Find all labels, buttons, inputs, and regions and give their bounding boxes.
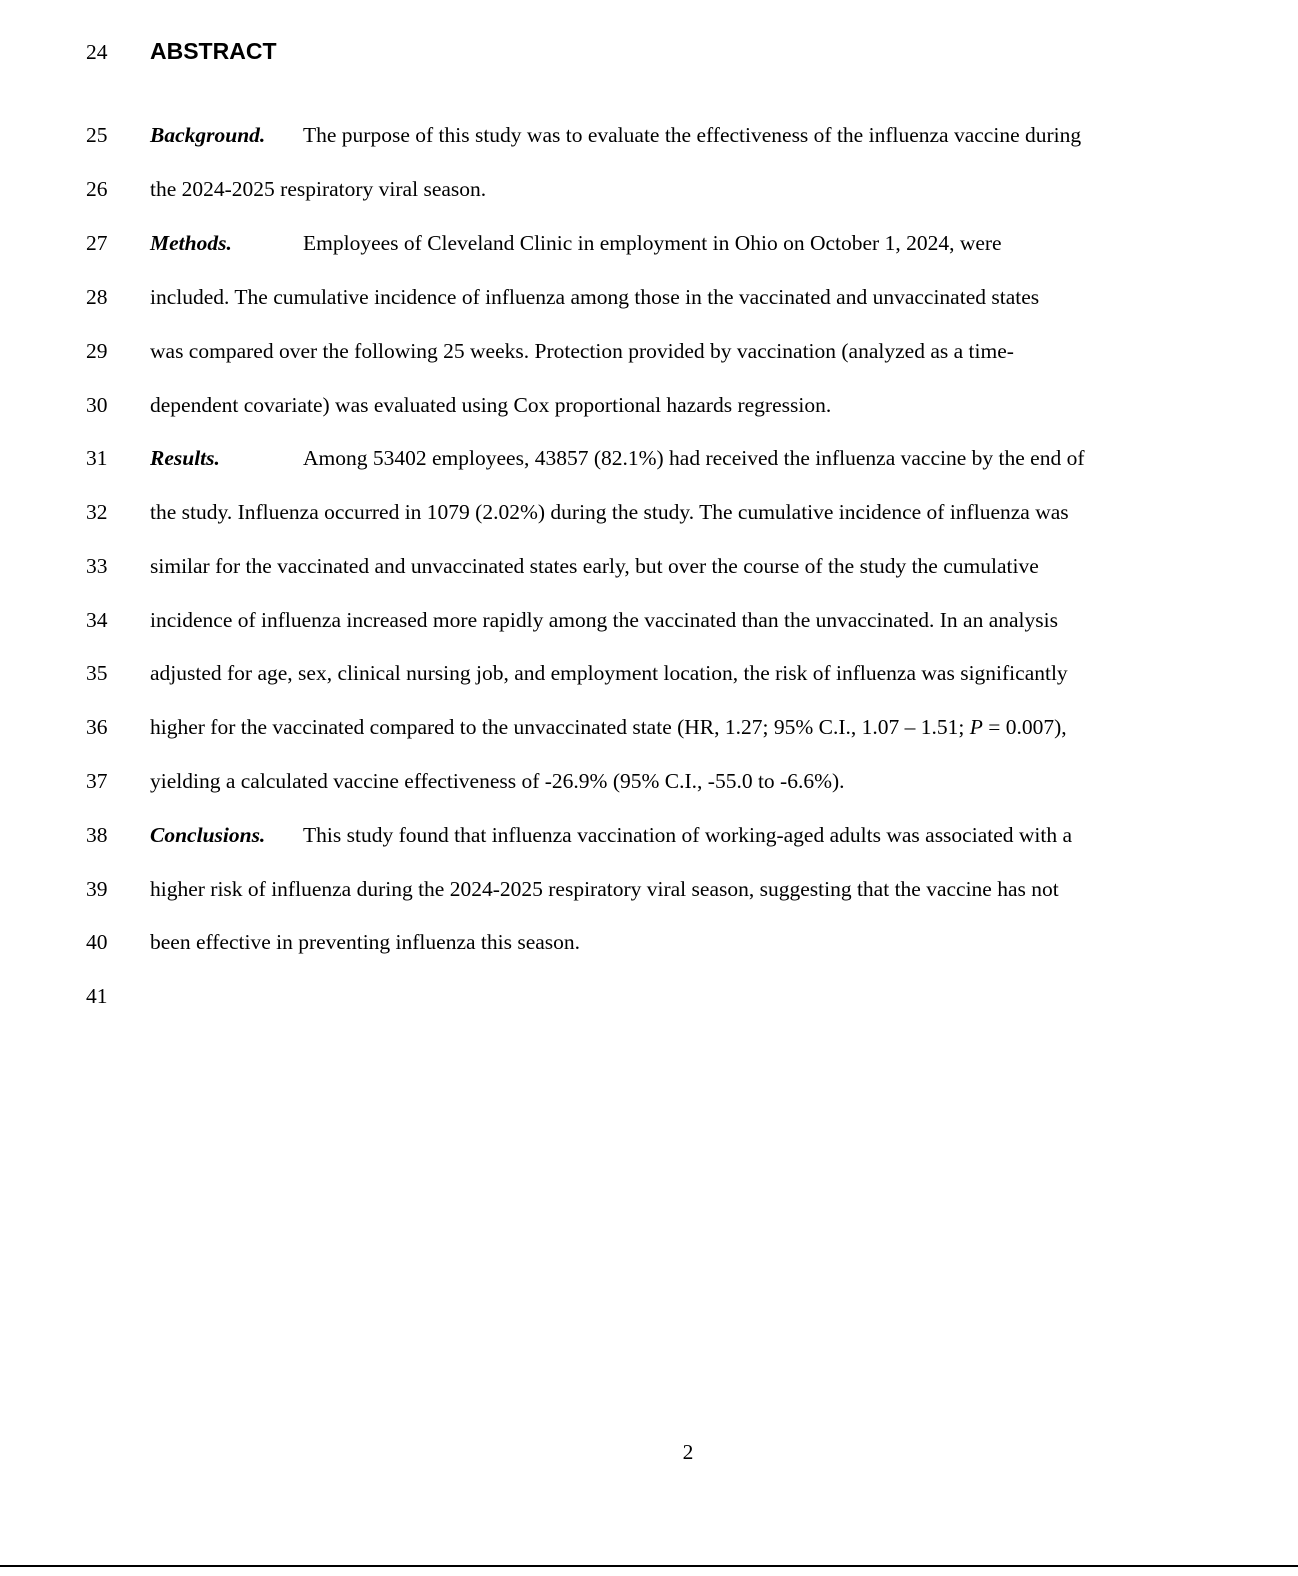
line-number: 28 xyxy=(86,285,108,309)
line-number: 34 xyxy=(86,608,108,632)
page-edge-divider xyxy=(0,1565,1298,1567)
line-number: 39 xyxy=(86,877,108,901)
p-value-symbol: P xyxy=(969,715,983,739)
line-number: 40 xyxy=(86,930,108,954)
text-line: yielding a calculated vaccine effectiveness of -26.9% (95% C.I., -55.0 to -6.6%). xyxy=(150,769,845,793)
line-number: 33 xyxy=(86,554,108,578)
line-number: 24 xyxy=(86,40,108,64)
line-number: 27 xyxy=(86,231,108,255)
line-text: Employees of Cleveland Clinic in employment in Ohio on October 1, 2024, were xyxy=(303,231,1002,255)
text-line xyxy=(150,712,1067,742)
line-number: 29 xyxy=(86,339,108,363)
line-number: 32 xyxy=(86,500,108,524)
line-text: higher for the vaccinated compared to the unvaccinated state (HR, 1.27; 95% C.I., 1.07 – 1.51; xyxy=(150,715,970,739)
line-number: 26 xyxy=(86,177,108,201)
text-line: was compared over the following 25 weeks. Protection provided by vaccination (analyzed as a time- xyxy=(150,339,1014,363)
line-number: 37 xyxy=(86,769,108,793)
line-text: Among 53402 employees, 43857 (82.1%) had received the influenza vaccine by the end of xyxy=(303,446,1085,470)
text-line: incidence of influenza increased more rapidly among the vaccinated than the unvaccinated. In an analysis xyxy=(150,608,1058,632)
section-label-conclusions: Conclusions. xyxy=(150,823,266,847)
text-line xyxy=(150,820,1072,850)
section-label-results: Results. xyxy=(150,446,220,470)
text-line: the 2024-2025 respiratory viral season. xyxy=(150,177,487,201)
line-number: 41 xyxy=(86,984,108,1008)
text-line: included. The cumulative incidence of influenza among those in the vaccinated and unvaccinated states xyxy=(150,285,1040,309)
text-line: higher risk of influenza during the 2024-2025 respiratory viral season, suggesting that the vaccine has not xyxy=(150,877,1059,901)
text-line xyxy=(150,228,1002,258)
line-number: 38 xyxy=(86,823,108,847)
line-number: 35 xyxy=(86,661,108,685)
text-line: similar for the vaccinated and unvaccinated states early, but over the course of the study the cumulative xyxy=(150,554,1039,578)
line-text-after: = 0.007), xyxy=(982,715,1067,739)
section-label-methods: Methods. xyxy=(150,231,232,255)
line-number: 25 xyxy=(86,123,108,147)
line-text: This study found that influenza vaccination of working-aged adults was associated with a xyxy=(303,823,1073,847)
text-line xyxy=(150,443,1085,473)
abstract-heading: ABSTRACT xyxy=(150,38,277,64)
section-label-background: Background. xyxy=(150,123,266,147)
page-number: 2 xyxy=(682,1440,694,1464)
text-line: been effective in preventing influenza this season. xyxy=(150,930,581,954)
line-number: 30 xyxy=(86,393,108,417)
text-line: dependent covariate) was evaluated using Cox proportional hazards regression. xyxy=(150,393,832,417)
line-number: 36 xyxy=(86,715,108,739)
text-line xyxy=(150,120,1081,150)
line-number: 31 xyxy=(86,446,108,470)
text-line: adjusted for age, sex, clinical nursing job, and employment location, the risk of influenza was significantly xyxy=(150,661,1068,685)
line-text: The purpose of this study was to evaluate the effectiveness of the influenza vaccine during xyxy=(303,123,1082,147)
text-line: the study. Influenza occurred in 1079 (2.02%) during the study. The cumulative incidence of influenza was xyxy=(150,500,1069,524)
